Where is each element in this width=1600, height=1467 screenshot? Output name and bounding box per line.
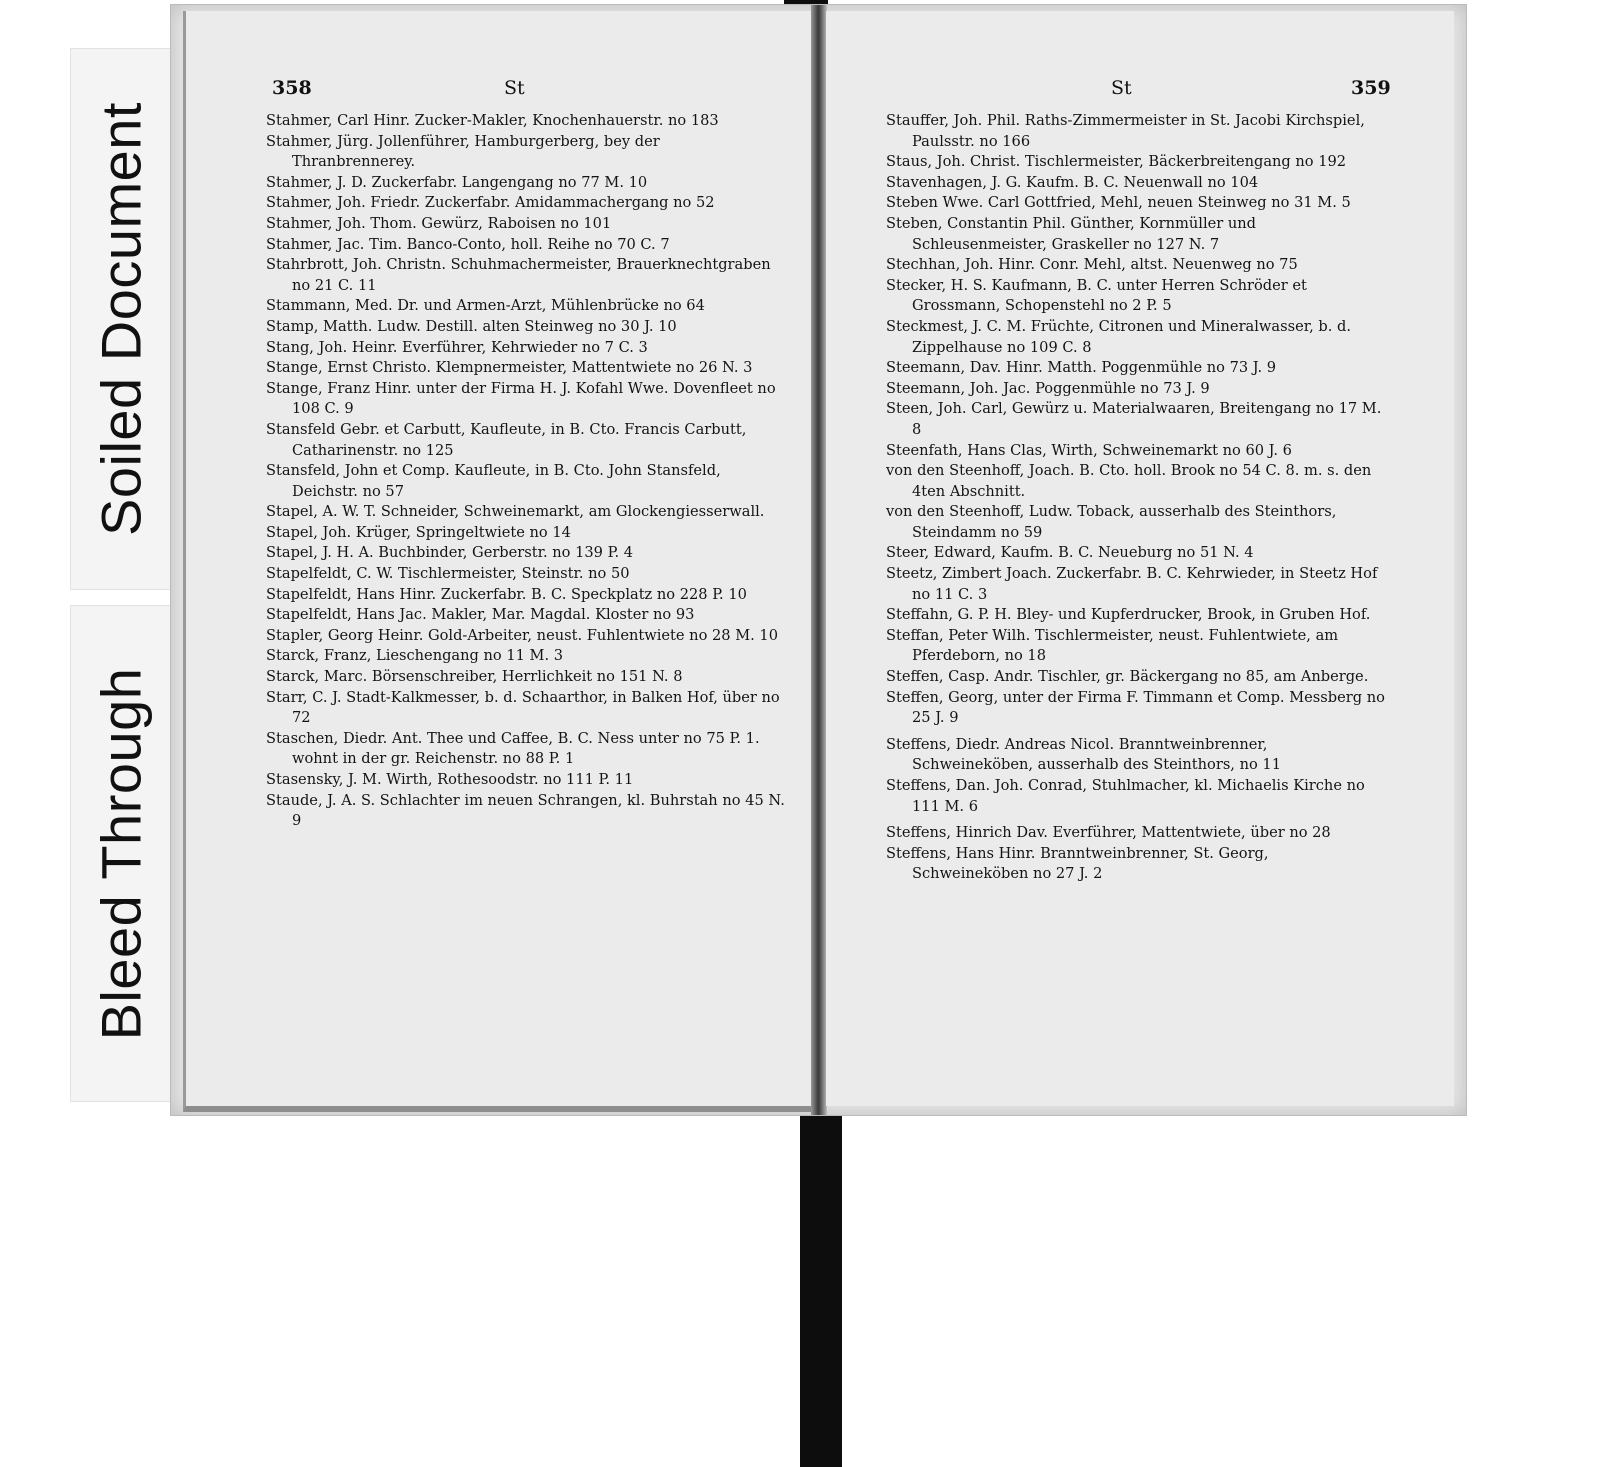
directory-entry: Stapel, Joh. Krüger, Springeltwiete no 14 (266, 523, 571, 541)
directory-entry: Staschen, Diedr. Ant. Thee und Caffee, B. C. Ness unter no 75 P. 1. wohnt in der gr. Reichenstr. no 88 P. 1 (266, 729, 760, 768)
directory-entry: Stahmer, Jürg. Jollenführer, Hamburgerberg, bey der Thranbrennerey. (266, 132, 660, 171)
right-page (826, 11, 1454, 1106)
directory-entry: Starr, C. J. Stadt-Kalkmesser, b. d. Schaarthor, in Balken Hof, über no 72 (266, 688, 780, 727)
directory-entry: Steemann, Joh. Jac. Poggenmühle no 73 J. 9 (886, 379, 1210, 397)
directory-entry: Stasensky, J. M. Wirth, Rothesoodstr. no 111 P. 11 (266, 771, 634, 788)
directory-entry: Steffens, Hans Hinr. Branntweinbrenner, St. Georg, Schweineköben no 27 J. 2 (886, 844, 1269, 883)
directory-entry: Stammann, Med. Dr. und Armen-Arzt, Mühlenbrücke no 64 (266, 297, 705, 315)
directory-entry: Steffen, Casp. Andr. Tischler, gr. Bäckergang no 85, am Anberge. (886, 668, 1369, 686)
directory-entry: Stapelfeldt, C. W. Tischlermeister, Steinstr. no 50 (266, 565, 630, 583)
right-entry-list (886, 111, 1386, 885)
directory-entry: Stapel, A. W. T. Schneider, Schweinemarkt, am Glockengiesserwall. (266, 503, 765, 521)
directory-entry: Stapler, Georg Heinr. Gold-Arbeiter, neust. Fuhlentwiete no 28 M. 10 (266, 626, 778, 644)
directory-entry: Steemann, Dav. Hinr. Matth. Poggenmühle no 73 J. 9 (886, 359, 1277, 377)
directory-entry: Stange, Ernst Christo. Klempnermeister, Mattentwiete no 26 N. 3 (266, 359, 753, 377)
left-page (183, 11, 818, 1112)
directory-entry: Steen, Joh. Carl, Gewürz u. Materialwaaren, Breitengang no 17 M. 8 (886, 400, 1382, 438)
directory-entry: von den Steenhoff, Ludw. Toback, ausserhalb des Steinthors, Steindamm no 59 (886, 503, 1337, 541)
directory-entry: Steer, Edward, Kaufm. B. C. Neueburg no 51 N. 4 (886, 544, 1254, 562)
directory-entry: Stansfeld Gebr. et Carbutt, Kaufleute, in B. Cto. Francis Carbutt, Catharinenstr. no 125 (266, 420, 747, 459)
directory-entry: Steffens, Hinrich Dav. Everführer, Mattentwiete, über no 28 (886, 824, 1331, 842)
directory-entry: Steffan, Peter Wilh. Tischlermeister, neust. Fuhlentwiete, am Pferdeborn, no 18 (886, 626, 1339, 665)
directory-entry: Stahmer, Jac. Tim. Banco-Conto, holl. Reihe no 70 C. 7 (266, 235, 670, 253)
directory-entry: von den Steenhoff, Joach. B. Cto. holl. Brook no 54 C. 8. m. s. den 4ten Abschnitt. (886, 462, 1372, 500)
directory-entry: Stahmer, Carl Hinr. Zucker-Makler, Knochenhauerstr. no 183 (266, 112, 719, 129)
directory-entry: Stahrbrott, Joh. Christn. Schuhmachermeister, Brauerknechtgraben no 21 C. 11 (266, 256, 771, 294)
directory-entry: Staude, J. A. S. Schlachter im neuen Schrangen, kl. Buhrstah no 45 N. 9 (266, 791, 785, 830)
directory-entry: Starck, Marc. Börsenschreiber, Herrlichkeit no 151 N. 8 (266, 668, 683, 686)
binding-tape-bottom (800, 1112, 842, 1467)
directory-entry: Stang, Joh. Heinr. Everführer, Kehrwieder no 7 C. 3 (266, 338, 648, 356)
directory-entry: Steffahn, G. P. H. Bley- und Kupferdrucker, Brook, in Gruben Hof. (886, 606, 1371, 624)
right-running-head: St (1111, 77, 1132, 99)
right-page-number: 359 (1351, 77, 1391, 99)
left-running-head: St (504, 77, 525, 99)
directory-entry: Starck, Franz, Lieschengang no 11 M. 3 (266, 647, 564, 665)
directory-entry: Steetz, Zimbert Joach. Zuckerfabr. B. C. Kehrwieder, in Steetz Hof no 11 C. 3 (886, 565, 1378, 603)
left-page-header (186, 73, 818, 109)
directory-entry: Stahmer, Joh. Friedr. Zuckerfabr. Amidammachergang no 52 (266, 194, 715, 212)
directory-entry: Steben Wwe. Carl Gottfried, Mehl, neuen Steinweg no 31 M. 5 (886, 194, 1351, 212)
bleed-through-label (70, 605, 172, 1102)
directory-entry: Stavenhagen, J. G. Kaufm. B. C. Neuenwall no 104 (886, 173, 1259, 191)
bleed-through-label-text: Bleed Through (89, 667, 153, 1040)
directory-entry: Stauffer, Joh. Phil. Raths-Zimmermeister in St. Jacobi Kirchspiel, Paulsstr. no 166 (886, 112, 1365, 150)
directory-entry: Staus, Joh. Christ. Tischlermeister, Bäckerbreitengang no 192 (886, 153, 1347, 171)
directory-entry: Steffens, Dan. Joh. Conrad, Stuhlmacher, kl. Michaelis Kirche no 111 M. 6 (886, 777, 1365, 815)
left-page-number: 358 (272, 77, 312, 99)
soiled-document-label-text: Soiled Document (89, 102, 153, 536)
directory-entry: Stapelfeldt, Hans Hinr. Zuckerfabr. B. C. Speckplatz no 228 P. 10 (266, 585, 747, 603)
directory-entry: Steckmest, J. C. M. Früchte, Citronen und Mineralwasser, b. d. Zippelhause no 109 C. 8 (886, 317, 1351, 356)
directory-entry: Stahmer, J. D. Zuckerfabr. Langengang no 77 M. 10 (266, 173, 648, 191)
directory-entry: Steffen, Georg, unter der Firma F. Timmann et Comp. Messberg no 25 J. 9 (886, 688, 1385, 727)
directory-entry: Stapel, J. H. A. Buchbinder, Gerberstr. no 139 P. 4 (266, 544, 634, 562)
right-page-header (826, 73, 1454, 109)
directory-entry: Steben, Constantin Phil. Günther, Kornmüller und Schleusenmeister, Graskeller no 127 N. 7 (886, 214, 1257, 253)
directory-entry: Stahmer, Joh. Thom. Gewürz, Raboisen no 101 (266, 214, 612, 232)
soiled-document-label (70, 48, 172, 590)
directory-entry: Stamp, Matth. Ludw. Destill. alten Steinweg no 30 J. 10 (266, 317, 677, 335)
directory-entry: Stecker, H. S. Kaufmann, B. C. unter Herren Schröder et Grossmann, Schopenstehl no 2 P. 5 (886, 276, 1307, 315)
directory-entry: Stansfeld, John et Comp. Kaufleute, in B. Cto. John Stansfeld, Deichstr. no 57 (266, 462, 721, 500)
directory-entry: Steffens, Diedr. Andreas Nicol. Branntweinbrenner, Schweineköben, ausserhalb des Steinthors, no 11 (886, 735, 1281, 774)
directory-entry: Steenfath, Hans Clas, Wirth, Schweinemarkt no 60 J. 6 (886, 441, 1292, 459)
directory-entry: Stapelfeldt, Hans Jac. Makler, Mar. Magdal. Kloster no 93 (266, 606, 695, 624)
left-entry-list (266, 111, 786, 832)
open-book (170, 4, 1467, 1116)
directory-entry: Stange, Franz Hinr. unter der Firma H. J. Kofahl Wwe. Dovenfleet no 108 C. 9 (266, 379, 776, 418)
directory-entry: Stechhan, Joh. Hinr. Conr. Mehl, altst. Neuenweg no 75 (886, 256, 1298, 274)
book-gutter (811, 5, 827, 1115)
